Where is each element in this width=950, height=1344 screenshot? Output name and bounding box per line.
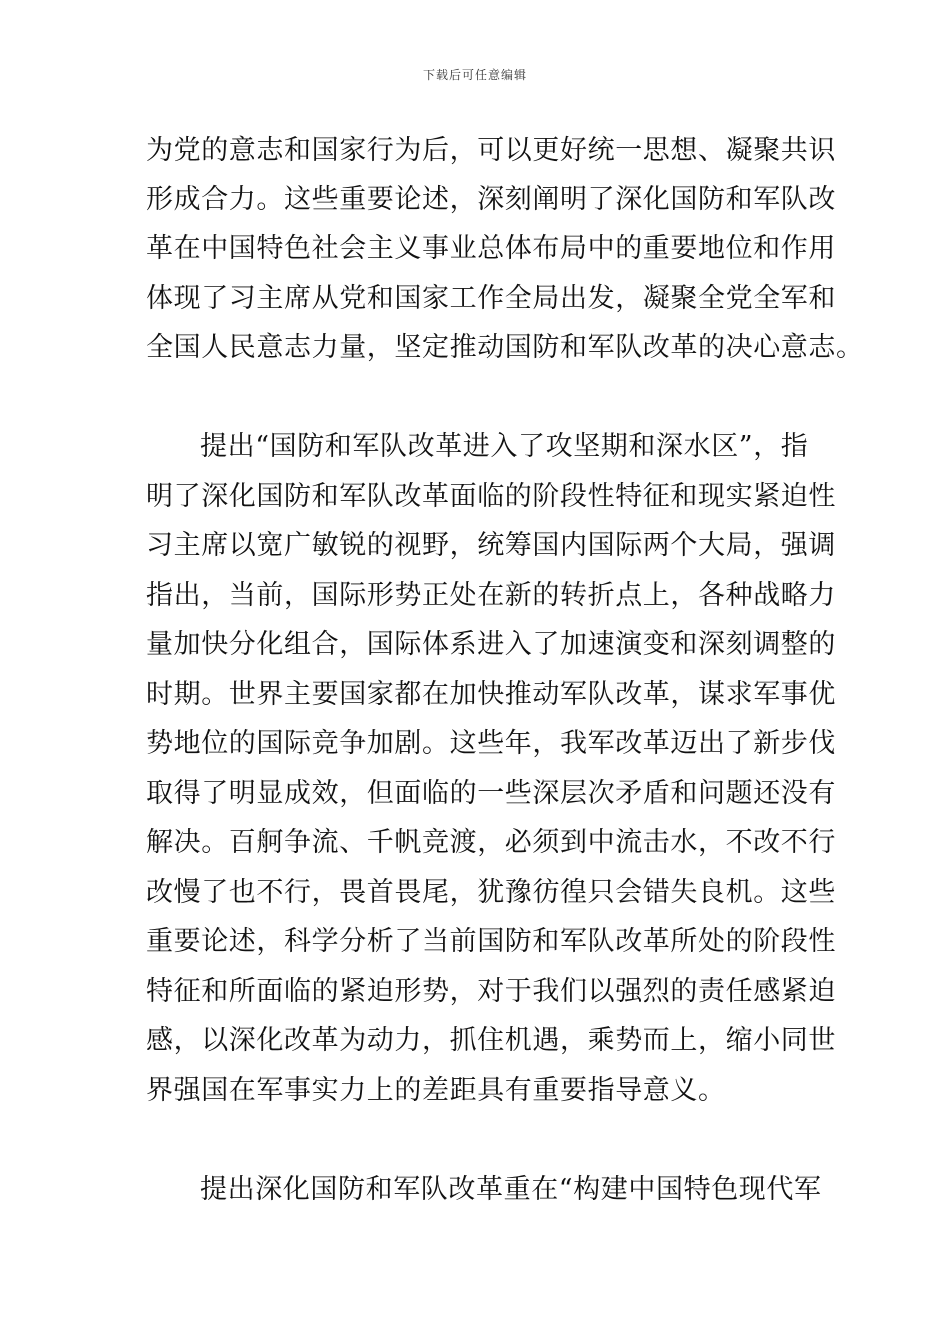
paragraph-1-line-5: 全国人民意志力量，坚定推动国防和军队改革的决心意志。 bbox=[146, 332, 864, 363]
paragraph-2-line-1: 提出“国防和军队改革进入了攻坚期和深水区”，指 bbox=[200, 431, 809, 462]
paragraph-2-line-14: 界强国在军事实力上的差距具有重要指导意义。 bbox=[146, 1075, 726, 1106]
paragraph-2-line-6: 时期。世界主要国家都在加快推动军队改革，谋求军事优 bbox=[146, 679, 836, 710]
paragraph-3-line-1: 提出深化国防和军队改革重在“构建中国特色现代军 bbox=[200, 1174, 822, 1205]
paragraph-2-line-3: 习主席以宽广敏锐的视野，统筹国内国际两个大局，强调 bbox=[146, 530, 836, 561]
paragraph-1-line-4: 体现了习主席从党和国家工作全局出发，凝聚全党全军和 bbox=[146, 283, 836, 314]
paragraph-2-line-4: 指出，当前，国际形势正处在新的转折点上，各种战略力 bbox=[146, 580, 836, 611]
paragraph-2-line-8: 取得了明显成效，但面临的一些深层次矛盾和问题还没有 bbox=[146, 778, 836, 809]
paragraph-2-line-2: 明了深化国防和军队改革面临的阶段性特征和现实紧迫性 bbox=[146, 481, 836, 512]
paragraph-2-line-12: 特征和所面临的紧迫形势，对于我们以强烈的责任感紧迫 bbox=[146, 976, 836, 1007]
page-header: 下载后可任意编辑 bbox=[422, 68, 527, 82]
paragraph-2-line-10: 改慢了也不行，畏首畏尾，犹豫彷徨只会错失良机。这些 bbox=[146, 877, 836, 908]
paragraph-2-line-11: 重要论述，科学分析了当前国防和军队改革所处的阶段性 bbox=[146, 926, 836, 957]
paragraph-2-line-9: 解决。百舸争流、千帆竞渡，必须到中流击水，不改不行 bbox=[146, 827, 836, 858]
paragraph-2-line-13: 感，以深化改革为动力，抓住机遇，乘势而上，缩小同世 bbox=[146, 1025, 836, 1056]
paragraph-1-line-1: 为党的意志和国家行为后，可以更好统一思想、凝聚共识 bbox=[146, 135, 836, 166]
paragraph-2-line-7: 势地位的国际竞争加剧。这些年，我军改革迈出了新步伐 bbox=[146, 728, 836, 759]
paragraph-2-line-5: 量加快分化组合，国际体系进入了加速演变和深刻调整的 bbox=[146, 629, 836, 660]
paragraph-1-line-3: 革在中国特色社会主义事业总体布局中的重要地位和作用 bbox=[146, 233, 836, 264]
paragraph-1-line-2: 形成合力。这些重要论述，深刻阐明了深化国防和军队改 bbox=[146, 184, 836, 215]
